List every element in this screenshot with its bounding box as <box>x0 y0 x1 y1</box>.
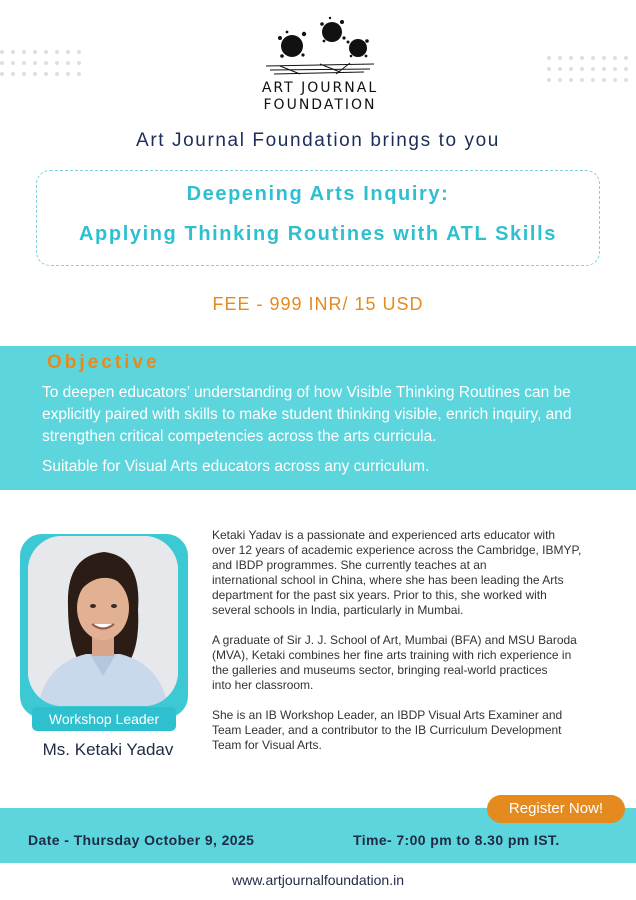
workshop-title-line2: Applying Thinking Routines with ATL Skills <box>79 223 557 245</box>
intro-text: Art Journal Foundation brings to you <box>136 130 500 151</box>
bio-paragraph: She is an IB Workshop Leader, an IBDP Visual Arts Examiner and Team Leader, and a contributor to the IB Curriculum Development Team for Visual Arts. <box>212 708 563 752</box>
objective-suitability: Suitable for Visual Arts educators across any curriculum. <box>42 458 430 475</box>
decorative-dots-left <box>0 50 85 80</box>
logo-text-line2: FOUNDATION <box>263 97 377 113</box>
website-link[interactable]: www.artjournalfoundation.in <box>232 872 404 888</box>
workshop-title-line1: Deepening Arts Inquiry: <box>186 183 450 205</box>
logo-text-line1: ART JOURNAL <box>261 80 379 96</box>
bio-paragraph: Ketaki Yadav is a passionate and experienced arts educator with over 12 years of academic experience across the Cambridge, IBMYP, and IBDP programmes. She currently teaches at an international school in China, where she has been leading the Arts department for the past six years. Prior to this, she worked with several schools in India, particularly in Mumbai. <box>212 528 582 617</box>
objective-heading: Objective <box>47 352 160 373</box>
bio-paragraph: A graduate of Sir J. J. School of Art, Mumbai (BFA) and MSU Baroda (MVA), Ketaki combines her fine arts training with rich experience in the galleries and museums sector, bringing real-world practices into her classroom. <box>212 633 577 692</box>
leader-name: Ms. Ketaki Yadav <box>42 740 174 759</box>
workshop-leader-badge: Workshop Leader <box>32 707 176 731</box>
foundation-logo <box>250 8 390 120</box>
event-date: Date - Thursday October 9, 2025 <box>28 832 255 848</box>
leader-photo <box>28 536 178 706</box>
register-button[interactable]: Register Now! <box>487 795 625 823</box>
objective-text: To deepen educators’ understanding of how Visible Thinking Routines can be explicitly paired with skills to make student thinking visible, enrich inquiry, and strengthen critical competencies across the arts curricula. <box>42 384 572 445</box>
fee-text: FEE - 999 INR/ 15 USD <box>212 294 424 314</box>
leader-bio <box>212 528 628 768</box>
event-time: Time- 7:00 pm to 8.30 pm IST. <box>353 832 560 848</box>
decorative-dots-right <box>547 56 632 86</box>
person-portrait-icon <box>28 536 178 706</box>
paint-splatter-logo-icon <box>260 8 380 80</box>
